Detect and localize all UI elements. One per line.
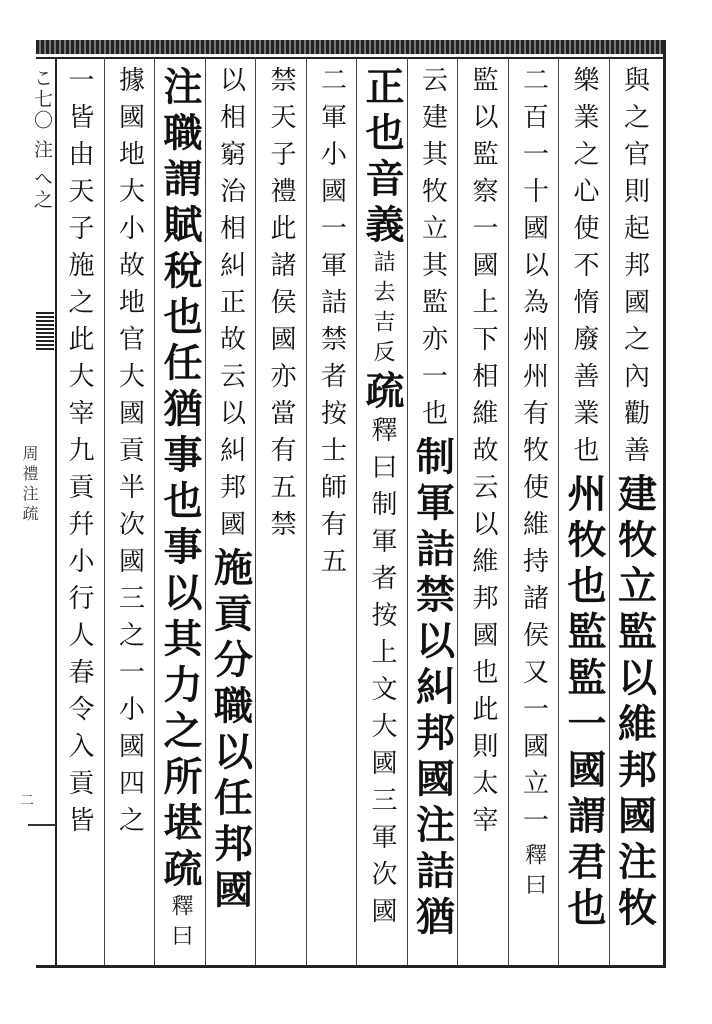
text-segment: 釋曰 (521, 843, 547, 903)
top-border-line (36, 57, 666, 59)
text-segment: 二軍小國一軍詰禁者按士師有五 (316, 66, 347, 584)
text-segment: 釋曰制軍者按上文大國三軍次國 (367, 416, 397, 934)
text-segment: 施貢分職以任邦國 (207, 547, 254, 915)
bottom-border-line (36, 965, 666, 968)
text-segment: 詰去吉反 (370, 250, 395, 370)
page-number: 二 (20, 793, 34, 809)
folio-top-text: こ七〇 注 へ之 (31, 68, 53, 211)
text-segment: 云建其牧立其監亦一也 (417, 66, 448, 436)
text-segment: 州牧也監監一國謂君也 (561, 473, 607, 933)
text-segment: 一皆由天子施之此大宰九貢幷小行人春令入貢皆 (64, 66, 94, 843)
text-segment: 釋曰 (168, 894, 193, 954)
text-segment: 制軍詰禁以糾邦國注詰猶 (409, 436, 456, 942)
text-segment: 正也音義 (359, 66, 405, 250)
text-segment: 疏 (359, 370, 405, 416)
text-segment: 注職謂賦稅也任猶事也事以其力之所堪疏 (157, 66, 203, 894)
text-segment: 二百一十國以為州州有牧使維持諸侯又一國立一 (518, 66, 549, 843)
text-segment: 樂業之心使不惰廢善業也 (569, 66, 599, 473)
text-segment: 與之官則起邦國之內勸善 (619, 66, 650, 473)
text-segment: 禁天子禮此諸侯國亦當有五禁 (266, 66, 296, 547)
text-segment: 以相窮治相糾正故云以糾邦國 (215, 66, 246, 547)
book-title: 周禮注疏 (20, 445, 39, 525)
text-segment: 據國地大小故地官大國貢半次國三之一小國四之 (114, 66, 145, 843)
text-column (48, 66, 110, 961)
text-segment: 監以監察一國上下相維故云以維邦國也此則太宰 (468, 66, 498, 843)
top-border-band (36, 40, 666, 54)
text-segment: 建牧立監以維邦國注牧 (611, 473, 658, 933)
